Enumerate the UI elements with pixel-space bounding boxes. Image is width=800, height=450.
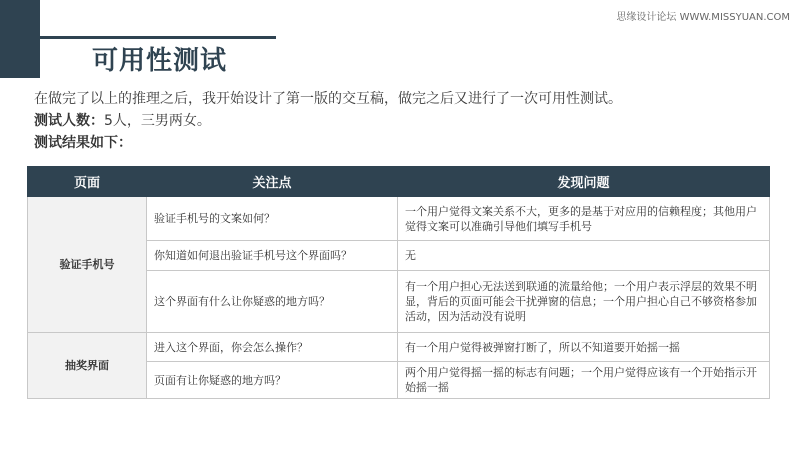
issue-cell: 一个用户觉得文案关系不大，更多的是基于对应用的信赖程度；其他用户觉得文案可以准确引导他们填写手机号 <box>398 197 770 241</box>
intro-line-3: 测试结果如下： <box>34 135 132 151</box>
page-title: 可用性测试 <box>92 46 228 76</box>
intro-line-2 <box>34 110 622 132</box>
issue-cell: 有一个用户担心无法送到联通的流量给他；一个用户表示浮层的效果不明显，背后的页面可能会干扰弹窗的信息；一个用户担心自己不够资格参加活动，因为活动没有说明 <box>398 271 770 333</box>
focus-cell: 这个界面有什么让你疑惑的地方吗？ <box>147 271 398 333</box>
tester-count-label: 测试人数： <box>34 113 104 129</box>
page-cell-verify-phone: 验证手机号 <box>28 197 147 333</box>
table-row <box>28 197 770 241</box>
intro-line-1: 在做完了以上的推理之后，我开始设计了第一版的交互稿，做完之后又进行了一次可用性测试。 <box>34 91 622 107</box>
intro-text <box>34 88 622 154</box>
issue-cell: 无 <box>398 241 770 271</box>
header-page: 页面 <box>28 167 147 197</box>
table-row <box>28 333 770 362</box>
header-focus: 关注点 <box>147 167 398 197</box>
focus-cell: 你知道如何退出验证手机号这个界面吗？ <box>147 241 398 271</box>
accent-bar <box>0 0 40 78</box>
header-issue: 发现问题 <box>398 167 770 197</box>
issue-cell: 有一个用户觉得被弹窗打断了，所以不知道要开始摇一摇 <box>398 333 770 362</box>
results-table <box>27 166 770 399</box>
page-cell-lottery: 抽奖界面 <box>28 333 147 399</box>
focus-cell: 验证手机号的文案如何？ <box>147 197 398 241</box>
focus-cell: 进入这个界面，你会怎么操作？ <box>147 333 398 362</box>
table-header-row <box>28 167 770 197</box>
focus-cell: 页面有让你疑惑的地方吗？ <box>147 362 398 399</box>
tester-count-value: 5人，三男两女。 <box>104 113 211 129</box>
title-rule <box>40 36 276 39</box>
issue-cell: 两个用户觉得摇一摇的标志有问题；一个用户觉得应该有一个开始指示开始摇一摇 <box>398 362 770 399</box>
watermark-text: 思缘设计论坛 WWW.MISSYUAN.COM <box>616 12 790 23</box>
